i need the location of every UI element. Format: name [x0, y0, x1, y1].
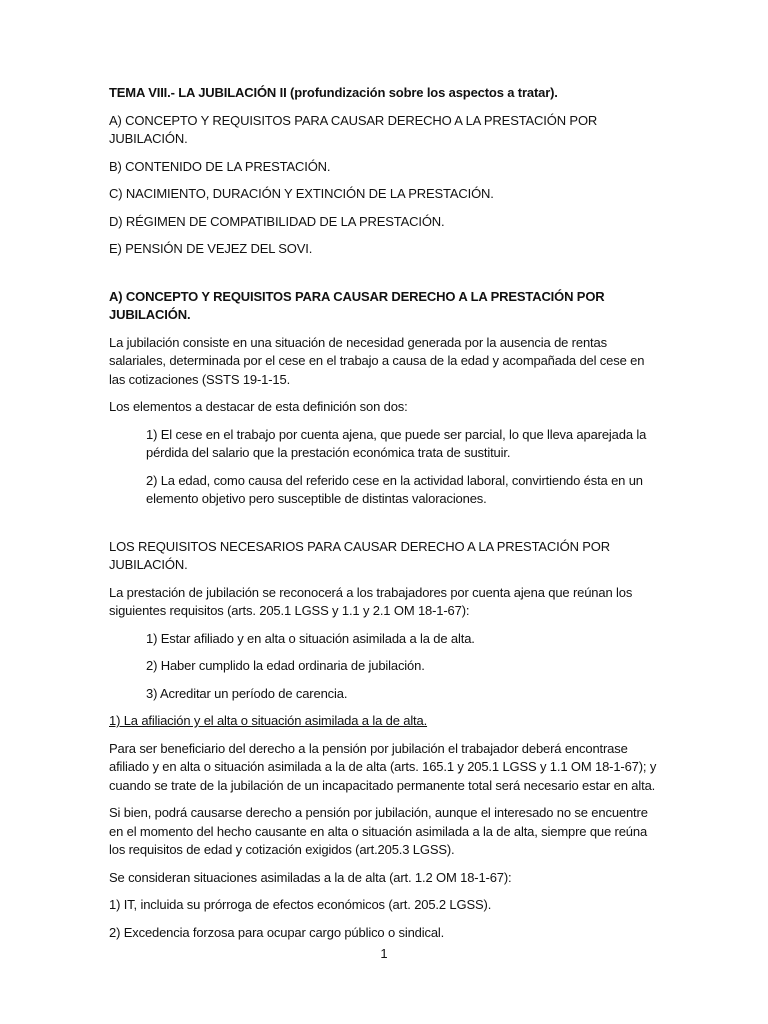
requirements-heading: LOS REQUISITOS NECESARIOS PARA CAUSAR DERECHO A LA PRESTACIÓN POR JUBILACIÓN.: [109, 538, 610, 572]
subsection-1-paragraph-3: Se consideran situaciones asimiladas a la de alta (art. 1.2 OM 18-1-67):: [109, 869, 512, 885]
toc-item-e: E) PENSIÓN DE VEJEZ DEL SOVI.: [109, 241, 313, 256]
spacer: [109, 268, 657, 288]
spacer: [109, 518, 657, 538]
toc-item-a: A) CONCEPTO Y REQUISITOS PARA CAUSAR DERECHO A LA PRESTACIÓN POR JUBILACIÓN.: [109, 112, 598, 146]
subsection-1-heading: 1) La afiliación y el alta o situación asimilada a la de alta.: [109, 713, 428, 728]
requirement-item-2: 2) Haber cumplido la edad ordinaria de jubilación.: [146, 658, 425, 673]
toc-item-d: D) RÉGIMEN DE COMPATIBILIDAD DE LA PRESTACIÓN.: [109, 213, 445, 229]
section-a-heading: A) CONCEPTO Y REQUISITOS PARA CAUSAR DERECHO A LA PRESTACIÓN POR JUBILACIÓN.: [109, 288, 605, 322]
situation-item-2: 2) Excedencia forzosa para ocupar cargo público o sindical.: [109, 924, 445, 940]
toc-item-c: C) NACIMIENTO, DURACIÓN Y EXTINCIÓN DE LA PRESTACIÓN.: [109, 186, 494, 201]
element-item-2: 2) La edad, como causa del referido cese en la actividad laboral, convirtiendo ésta en un elemento objetivo pero susceptible de distintas valoraciones.: [146, 472, 643, 506]
page-number: 1: [380, 946, 388, 961]
subsection-1-paragraph-1: Para ser beneficiario del derecho a la pensión por jubilación el trabajador deberá encontrase afiliado y en alta o situación asimilada a la de alta (arts. 165.1 y 205.1 LGSS y 1.1 OM 18-1-67); y cuando se trate de la jubilación de un incapacitado permanente total será necesario estar en alta.: [109, 740, 657, 793]
situation-item-1: 1) IT, incluida su prórroga de efectos económicos (art. 205.2 LGSS).: [109, 897, 492, 912]
requirement-item-3: 3) Acreditar un período de carencia.: [146, 685, 348, 701]
subsection-1-paragraph-2: Si bien, podrá causarse derecho a pensión por jubilación, aunque el interesado no se encuentre en el momento del hecho causante en alta o situación asimilada a la de alta, siempre que reúna los requisitos de edad y cotización exigidos (art.205.3 LGSS).: [109, 805, 648, 857]
document-page: [109, 84, 657, 951]
element-item-1: 1) El cese en el trabajo por cuenta ajena, que puede ser parcial, lo que lleva aparejada la pérdida del salario que la prestación económica trata de sustituir.: [146, 426, 647, 460]
section-a-paragraph-1: La jubilación consiste en una situación de necesidad generada por la ausencia de rentas salariales, determinada por el cese en el trabajo a causa de la edad y acompañada del cese en las cotizaciones (SSTS 19-1-15.: [109, 334, 645, 387]
requirements-intro: La prestación de jubilación se reconocerá a los trabajadores por cuenta ajena que reúnan los siguientes requisitos (arts. 205.1 LGSS y 1.1 y 2.1 OM 18-1-67):: [109, 584, 633, 618]
toc-item-b: B) CONTENIDO DE LA PRESTACIÓN.: [109, 158, 331, 174]
section-a-paragraph-2: Los elementos a destacar de esta definición son dos:: [109, 399, 408, 414]
requirement-item-1: 1) Estar afiliado y en alta o situación asimilada a la de alta.: [146, 630, 475, 646]
document-title: TEMA VIII.- LA JUBILACIÓN II (profundización sobre los aspectos a tratar).: [109, 85, 558, 100]
